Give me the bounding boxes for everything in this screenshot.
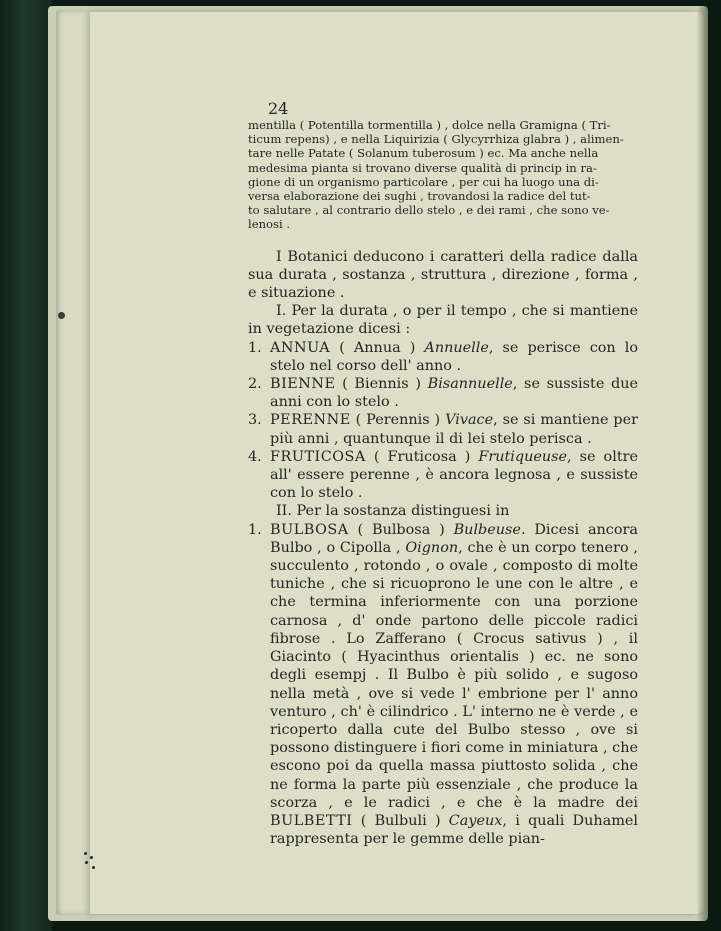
item-name-bulbetti: BULBETTI xyxy=(270,812,353,829)
item-text: , se sussiste due anni con lo stelo . xyxy=(270,376,639,411)
item-text: , i quali Duhamel rappresenta per le gemme delle pian- xyxy=(270,812,638,848)
item-number: 4. xyxy=(248,448,262,465)
intro-paragraph xyxy=(248,118,638,232)
intro-line: ticum repens) , e nella Liquirizia ( Glycyrrhiza glabra ) , alimen- xyxy=(248,132,624,147)
intro-line: versa elaborazione dei sughi , trovandosi la radice del tut- xyxy=(248,189,591,204)
item-number: 1. xyxy=(248,521,262,538)
list-item xyxy=(248,411,638,447)
item-name: BULBOSA xyxy=(270,521,349,538)
item-french: Vivace xyxy=(445,412,494,429)
page-number: 24 xyxy=(268,99,289,118)
intro-line: lenosi . xyxy=(248,217,291,232)
intro-line: mentilla ( Potentilla tormentilla ) , dolce nella Gramigna ( Tri- xyxy=(248,118,611,132)
page-mark xyxy=(58,312,65,319)
item-french-oignon: Oignon xyxy=(405,539,459,556)
item-name: PERENNE xyxy=(270,412,351,429)
intro-line: to salutare , al contrario dello stelo , e dei rami , che sono ve- xyxy=(248,203,610,218)
item-name: BIENNE xyxy=(270,376,336,393)
list-item xyxy=(248,448,638,503)
page-dots xyxy=(82,852,98,872)
item-french: Annuelle xyxy=(424,339,489,356)
item-text: , se si mantiene per più anni , quantunque il di lei stelo perisca . xyxy=(270,412,639,447)
item-latin: ( Bulbosa ) xyxy=(357,521,445,538)
item-text: , se perisce con lo stelo nel corso dell' anno . xyxy=(270,339,639,374)
item-text: , che è un corpo tenero , succulento , rotondo , o ovale , composto di molte tuniche , che si ricuoprono le une con le altre , e che termina inferiormente con una porzione carnosa , d' onde partono delle piccole radici fibrose . Lo Zafferano ( Crocus sativus ) , il Giacinto ( Hyacinthus orientalis ) ec. ne sono degli esempj . Il Bulbo è più solido , e sugoso nella metà , ove si vede l' embrione per l' anno venturo , ch' è cilindrico . L' interno ne è verde , e ricoperto dalla cute del Bulbo stesso , ove si possono distinguere i fiori come in miniatura , che escono poi da quella massa piuttosto solida , che ne forma la parte più essenziale , che produce la scorza , e le radici , e che è la madre dei xyxy=(270,539,638,811)
item-latin: ( Annua ) xyxy=(339,339,416,356)
bulbosa-paragraph xyxy=(248,521,638,849)
intro-line: tare nelle Patate ( Solanum tuberosum ) ec. Ma anche nella xyxy=(248,146,599,161)
item-name: ANNUA xyxy=(270,339,331,356)
item-text: . Dicesi ancora Bulbo , o Cipolla , xyxy=(270,521,638,556)
item-number: 3. xyxy=(248,412,262,429)
item-latin: ( Perennis ) xyxy=(355,412,441,429)
item-number: 2. xyxy=(248,376,262,393)
section-durata-heading: I. Per la durata , o per il tempo , che si mantiene in vegetazione dicesi : xyxy=(248,303,638,338)
item-french: Bisannuelle xyxy=(427,376,513,393)
item-name: FRUTICOSA xyxy=(270,448,366,465)
item-latin: ( Bulbuli ) xyxy=(360,812,441,829)
item-french: Frutiqueuse xyxy=(478,448,568,465)
section-sostanza-heading: II. Per la sostanza distinguesi in xyxy=(276,503,510,520)
list-item xyxy=(248,375,638,411)
right-shadow xyxy=(697,0,721,931)
lead-paragraph: I Botanici deducono i caratteri della radice dalla sua durata , sostanza , struttura , direzione , forma , e situazione . xyxy=(248,248,638,302)
book-binding xyxy=(0,0,52,931)
list-item xyxy=(248,339,638,375)
page-text xyxy=(248,100,638,848)
item-text: , se oltre all' essere perenne , è ancora legnosa , e sussiste con lo stelo . xyxy=(270,448,638,502)
item-latin: ( Biennis ) xyxy=(342,376,421,393)
item-french: Bulbeuse xyxy=(453,521,521,538)
item-number: 1. xyxy=(248,339,262,356)
intro-line: medesima pianta si trovano diverse qualità di princip in ra- xyxy=(248,160,597,175)
item-french: Cayeux xyxy=(448,812,503,829)
item-latin: ( Fruticosa ) xyxy=(373,448,471,465)
intro-line: gione di un organismo particolare , per cui ha luogo una di- xyxy=(248,174,599,189)
